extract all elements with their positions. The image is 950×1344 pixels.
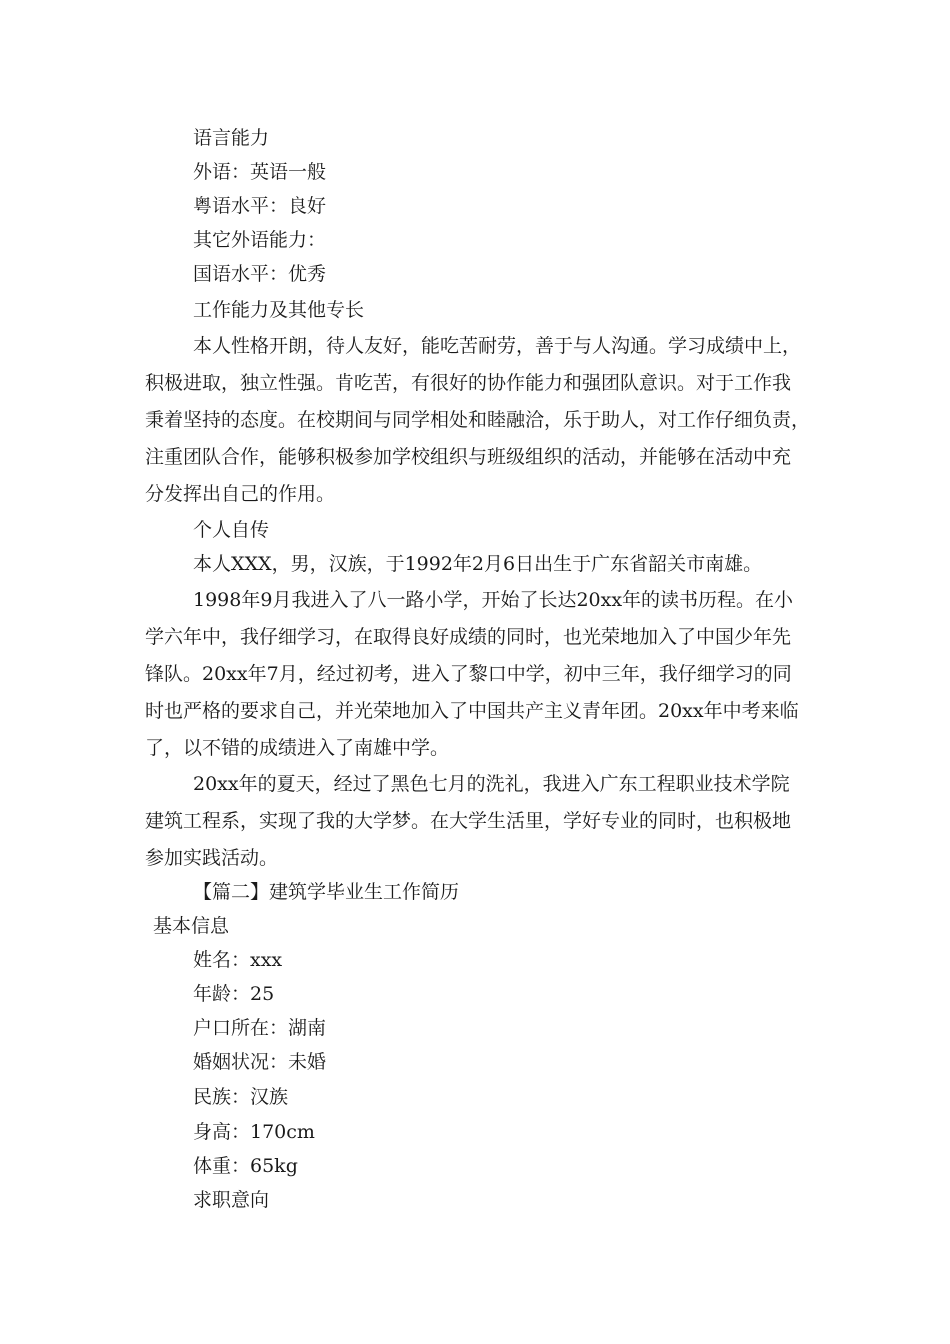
foreign-language: 外语：英语一般	[193, 161, 327, 183]
basic-info-item: 身高：170cm	[193, 1121, 315, 1143]
work-ability-line: 积极进取，独立性强。肯吃苦，有很好的协作能力和强团队意识。对于工作我	[145, 372, 792, 394]
basic-info-item: 婚姻状况：未婚	[193, 1051, 327, 1073]
basic-info-item: 民族：汉族	[193, 1086, 289, 1108]
mandarin-level: 国语水平：优秀	[193, 263, 327, 285]
autobiography-heading: 个人自传	[193, 519, 270, 541]
work-ability-line: 本人性格开朗，待人友好，能吃苦耐劳，善于与人沟通。学习成绩中上，	[193, 335, 802, 357]
cantonese-level: 粤语水平：良好	[193, 195, 327, 217]
basic-info-heading: 基本信息	[153, 915, 230, 937]
autobiography-intro: 本人XXX，男，汉族，于1992年2月6日出生于广东省韶关市南雄。	[193, 553, 763, 575]
work-ability-line: 注重团队合作，能够积极参加学校组织与班级组织的活动，并能够在活动中充	[145, 446, 792, 468]
job-intention-heading: 求职意向	[193, 1189, 270, 1211]
basic-info-item: 户口所在：湖南	[193, 1017, 327, 1039]
work-ability-line: 秉着坚持的态度。在校期间与同学相处和睦融洽，乐于助人，对工作仔细负责，	[145, 409, 811, 431]
basic-info-item: 姓名：xxx	[193, 949, 283, 971]
college-line: 20xx年的夏天，经过了黑色七月的洗礼，我进入广东工程职业技术学院	[193, 773, 790, 795]
work-ability-line: 分发挥出自己的作用。	[145, 483, 336, 505]
school-line: 学六年中，我仔细学习，在取得良好成绩的同时，也光荣地加入了中国少年先	[145, 626, 792, 648]
college-line: 建筑工程系，实现了我的大学梦。在大学生活里，学好专业的同时，也积极地	[145, 810, 792, 832]
school-line: 1998年9月我进入了八一路小学，开始了长达20xx年的读书历程。在小	[193, 589, 794, 611]
school-line: 了，以不错的成绩进入了南雄中学。	[145, 737, 450, 759]
language-heading: 语言能力	[193, 127, 270, 149]
work-ability-heading: 工作能力及其他专长	[193, 299, 365, 321]
basic-info-item: 年龄：25	[193, 983, 275, 1005]
school-line: 时也严格的要求自己，并光荣地加入了中国共产主义青年团。20xx年中考来临	[145, 700, 799, 722]
part-two-heading: 【篇二】建筑学毕业生工作简历	[193, 881, 460, 903]
basic-info-item: 体重：65kg	[193, 1155, 298, 1177]
college-line: 参加实践活动。	[145, 847, 279, 869]
other-foreign-language: 其它外语能力：	[193, 229, 327, 251]
school-line: 锋队。20xx年7月，经过初考，进入了黎口中学，初中三年，我仔细学习的同	[145, 663, 792, 685]
